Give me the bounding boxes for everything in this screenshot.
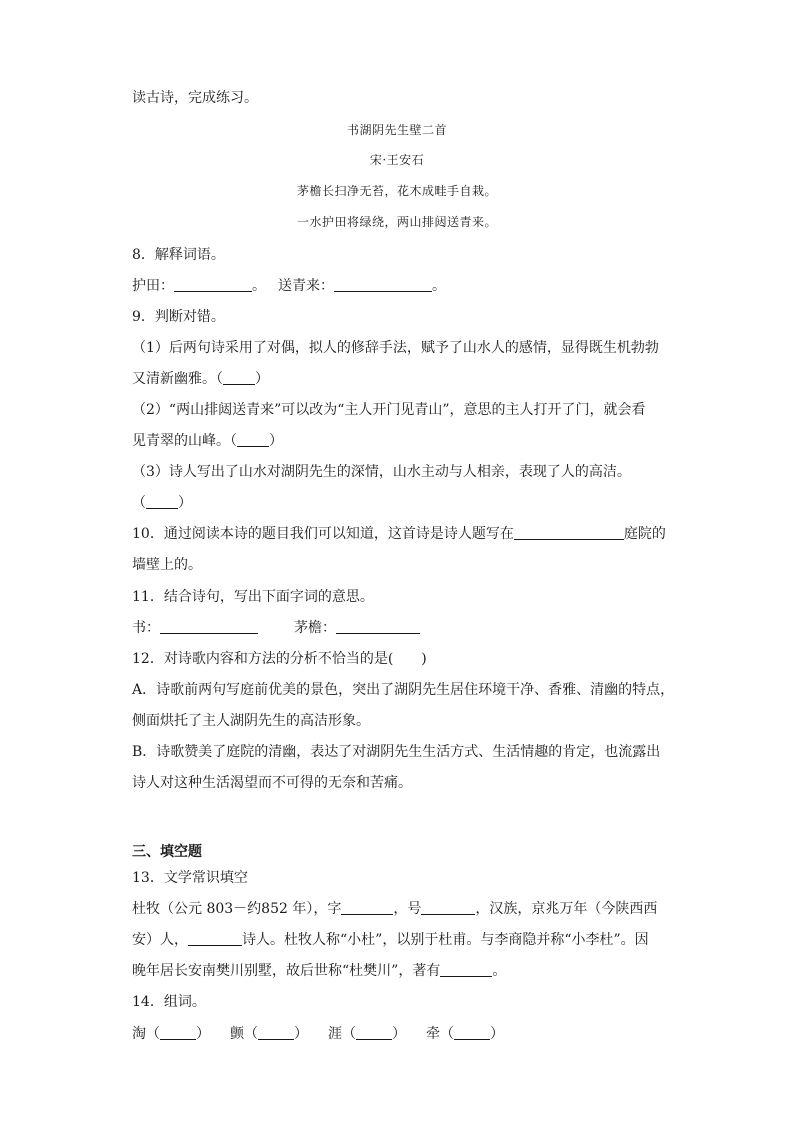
q9-item-2-line-b <box>132 431 283 451</box>
intro-text: 读古诗，完成练习。 <box>132 90 258 106</box>
q13-text-3b: 。 <box>492 963 507 979</box>
q13-blank-art-name[interactable] <box>421 900 475 915</box>
q14-char-2: 颤 <box>230 1026 244 1042</box>
q9-item-3-line-a: （3）诗人写出了山水对湖阴先生的深情，山水主动与人相亲，表现了人的高洁。 <box>132 464 631 480</box>
q9-item-3-close: ） <box>178 495 192 511</box>
q9-item-3-line-b <box>132 493 192 513</box>
q12-option-b-line-2: 诗人对这种生活渴望而不可得的无奈和苦痛。 <box>132 775 412 791</box>
q10-blank[interactable] <box>514 525 624 540</box>
q14-title: 14．组词。 <box>132 994 206 1010</box>
q9-item-2-blank[interactable] <box>237 432 269 447</box>
q14-close-3: ） <box>392 1026 406 1042</box>
q14-char-1: 淘 <box>132 1026 146 1042</box>
q9-item-1-close: ） <box>255 371 269 387</box>
q13-text-3a: 晚年居长安南樊川别墅，故后世称“杜樊川”，著有 <box>132 963 441 979</box>
q12-option-b-line-1: B．诗歌赞美了庭院的清幽，表达了对湖阴先生生活方式、生活情趣的肯定，也流露出 <box>132 744 661 760</box>
q14-answer-row <box>132 1024 504 1044</box>
q10-text-a: 10．通过阅读本诗的题目我们可以知道，这首诗是诗人题写在 <box>132 526 514 542</box>
q8-blank-1[interactable] <box>174 277 252 292</box>
q14-close-1: ） <box>196 1026 210 1042</box>
q11-blank-2[interactable] <box>336 619 420 634</box>
q11-answer-row <box>132 618 420 638</box>
q13-line-2 <box>132 930 649 950</box>
q8-term-2: 送青来： <box>278 278 334 294</box>
q13-text-1a: 杜牧（公元 803－约852 年），字 <box>132 901 342 917</box>
q9-item-3-blank[interactable] <box>146 494 178 509</box>
poem-title: 书湖阴先生壁二首 <box>346 123 447 137</box>
q13-blank-works[interactable] <box>440 962 492 977</box>
q13-blank-style-name[interactable] <box>341 900 393 915</box>
q13-line-1 <box>132 899 657 919</box>
section-heading: 三、填空题 <box>132 844 202 860</box>
q8-answer-row <box>132 276 446 296</box>
q9-item-1-line-b <box>132 369 269 389</box>
q9-item-2-close: ） <box>269 433 283 449</box>
q10-text-b: 庭院的 <box>623 526 666 542</box>
q12-option-a-line-1: A．诗歌前两句写庭前优美的景色，突出了湖阴先生居住环境干净、香雅、清幽的特点， <box>132 682 675 698</box>
q13-text-1c: ，汉族，京兆万年（今陕西西 <box>475 901 658 917</box>
q11-blank-1[interactable] <box>160 619 258 634</box>
q9-title: 9．判断对错。 <box>132 309 225 325</box>
q8-term-1: 护田： <box>132 278 174 294</box>
q10-line-a <box>132 524 666 544</box>
q9-item-3-open: （ <box>132 495 146 511</box>
poem-author: 宋·王安石 <box>369 153 425 167</box>
q8-end: 。 <box>432 278 446 294</box>
q10-line-b: 墙壁上的。 <box>132 557 202 573</box>
q14-close-4: ） <box>490 1026 504 1042</box>
q12-option-a-line-2: 侧面烘托了主人湖阴先生的高洁形象。 <box>132 713 370 729</box>
q8-separator: 。 <box>252 278 266 294</box>
q11-term-1: 书： <box>132 620 160 636</box>
q9-item-1-line-a: （1）后两句诗采用了对偶，拟人的修辞手法，赋予了山水人的感情，显得既生机勃勃 <box>132 340 659 356</box>
q14-blank-2[interactable] <box>258 1025 294 1040</box>
q11-title: 11．结合诗句，写出下面字词的意思。 <box>132 589 374 605</box>
q13-text-1b: ，号 <box>393 901 422 917</box>
q14-close-2: ） <box>294 1026 308 1042</box>
q8-title: 8．解释词语。 <box>132 247 225 263</box>
q14-open-3: （ <box>342 1026 356 1042</box>
q9-item-1-blank[interactable] <box>223 370 255 385</box>
q14-char-4: 牵 <box>426 1026 440 1042</box>
q14-blank-3[interactable] <box>356 1025 392 1040</box>
q13-line-3 <box>132 961 506 981</box>
q14-blank-4[interactable] <box>454 1025 490 1040</box>
q14-char-3: 涯 <box>328 1026 342 1042</box>
q14-open-2: （ <box>244 1026 258 1042</box>
q14-open-4: （ <box>440 1026 454 1042</box>
q11-term-2: 茅檐： <box>294 620 336 636</box>
q13-text-2a: 安）人， <box>132 932 188 948</box>
q14-open-1: （ <box>146 1026 160 1042</box>
q13-blank-dynasty[interactable] <box>188 931 242 946</box>
q9-item-2-line-a: （2）“两山排闼送青来”可以改为“主人开门见青山”，意思的主人打开了门，就会看 <box>132 402 646 418</box>
q9-item-1-text: 又清新幽雅。（ <box>132 371 223 387</box>
q14-blank-1[interactable] <box>160 1025 196 1040</box>
q13-text-2b: 诗人。杜牧人称“小杜”，以别于杜甫。与李商隐并称“小李杜”。因 <box>242 932 649 948</box>
q12-title: 12．对诗歌内容和方法的分析不恰当的是( ) <box>132 651 427 667</box>
q8-blank-2[interactable] <box>334 277 432 292</box>
poem-line-2: 一水护田将绿绕，两山排闼送青来。 <box>296 215 497 229</box>
q9-item-2-text: 见青翠的山峰。（ <box>132 433 237 449</box>
q13-title: 13．文学常识填空 <box>132 870 248 886</box>
poem-line-1: 茅檐长扫净无苔，花木成畦手自栽。 <box>296 184 497 198</box>
